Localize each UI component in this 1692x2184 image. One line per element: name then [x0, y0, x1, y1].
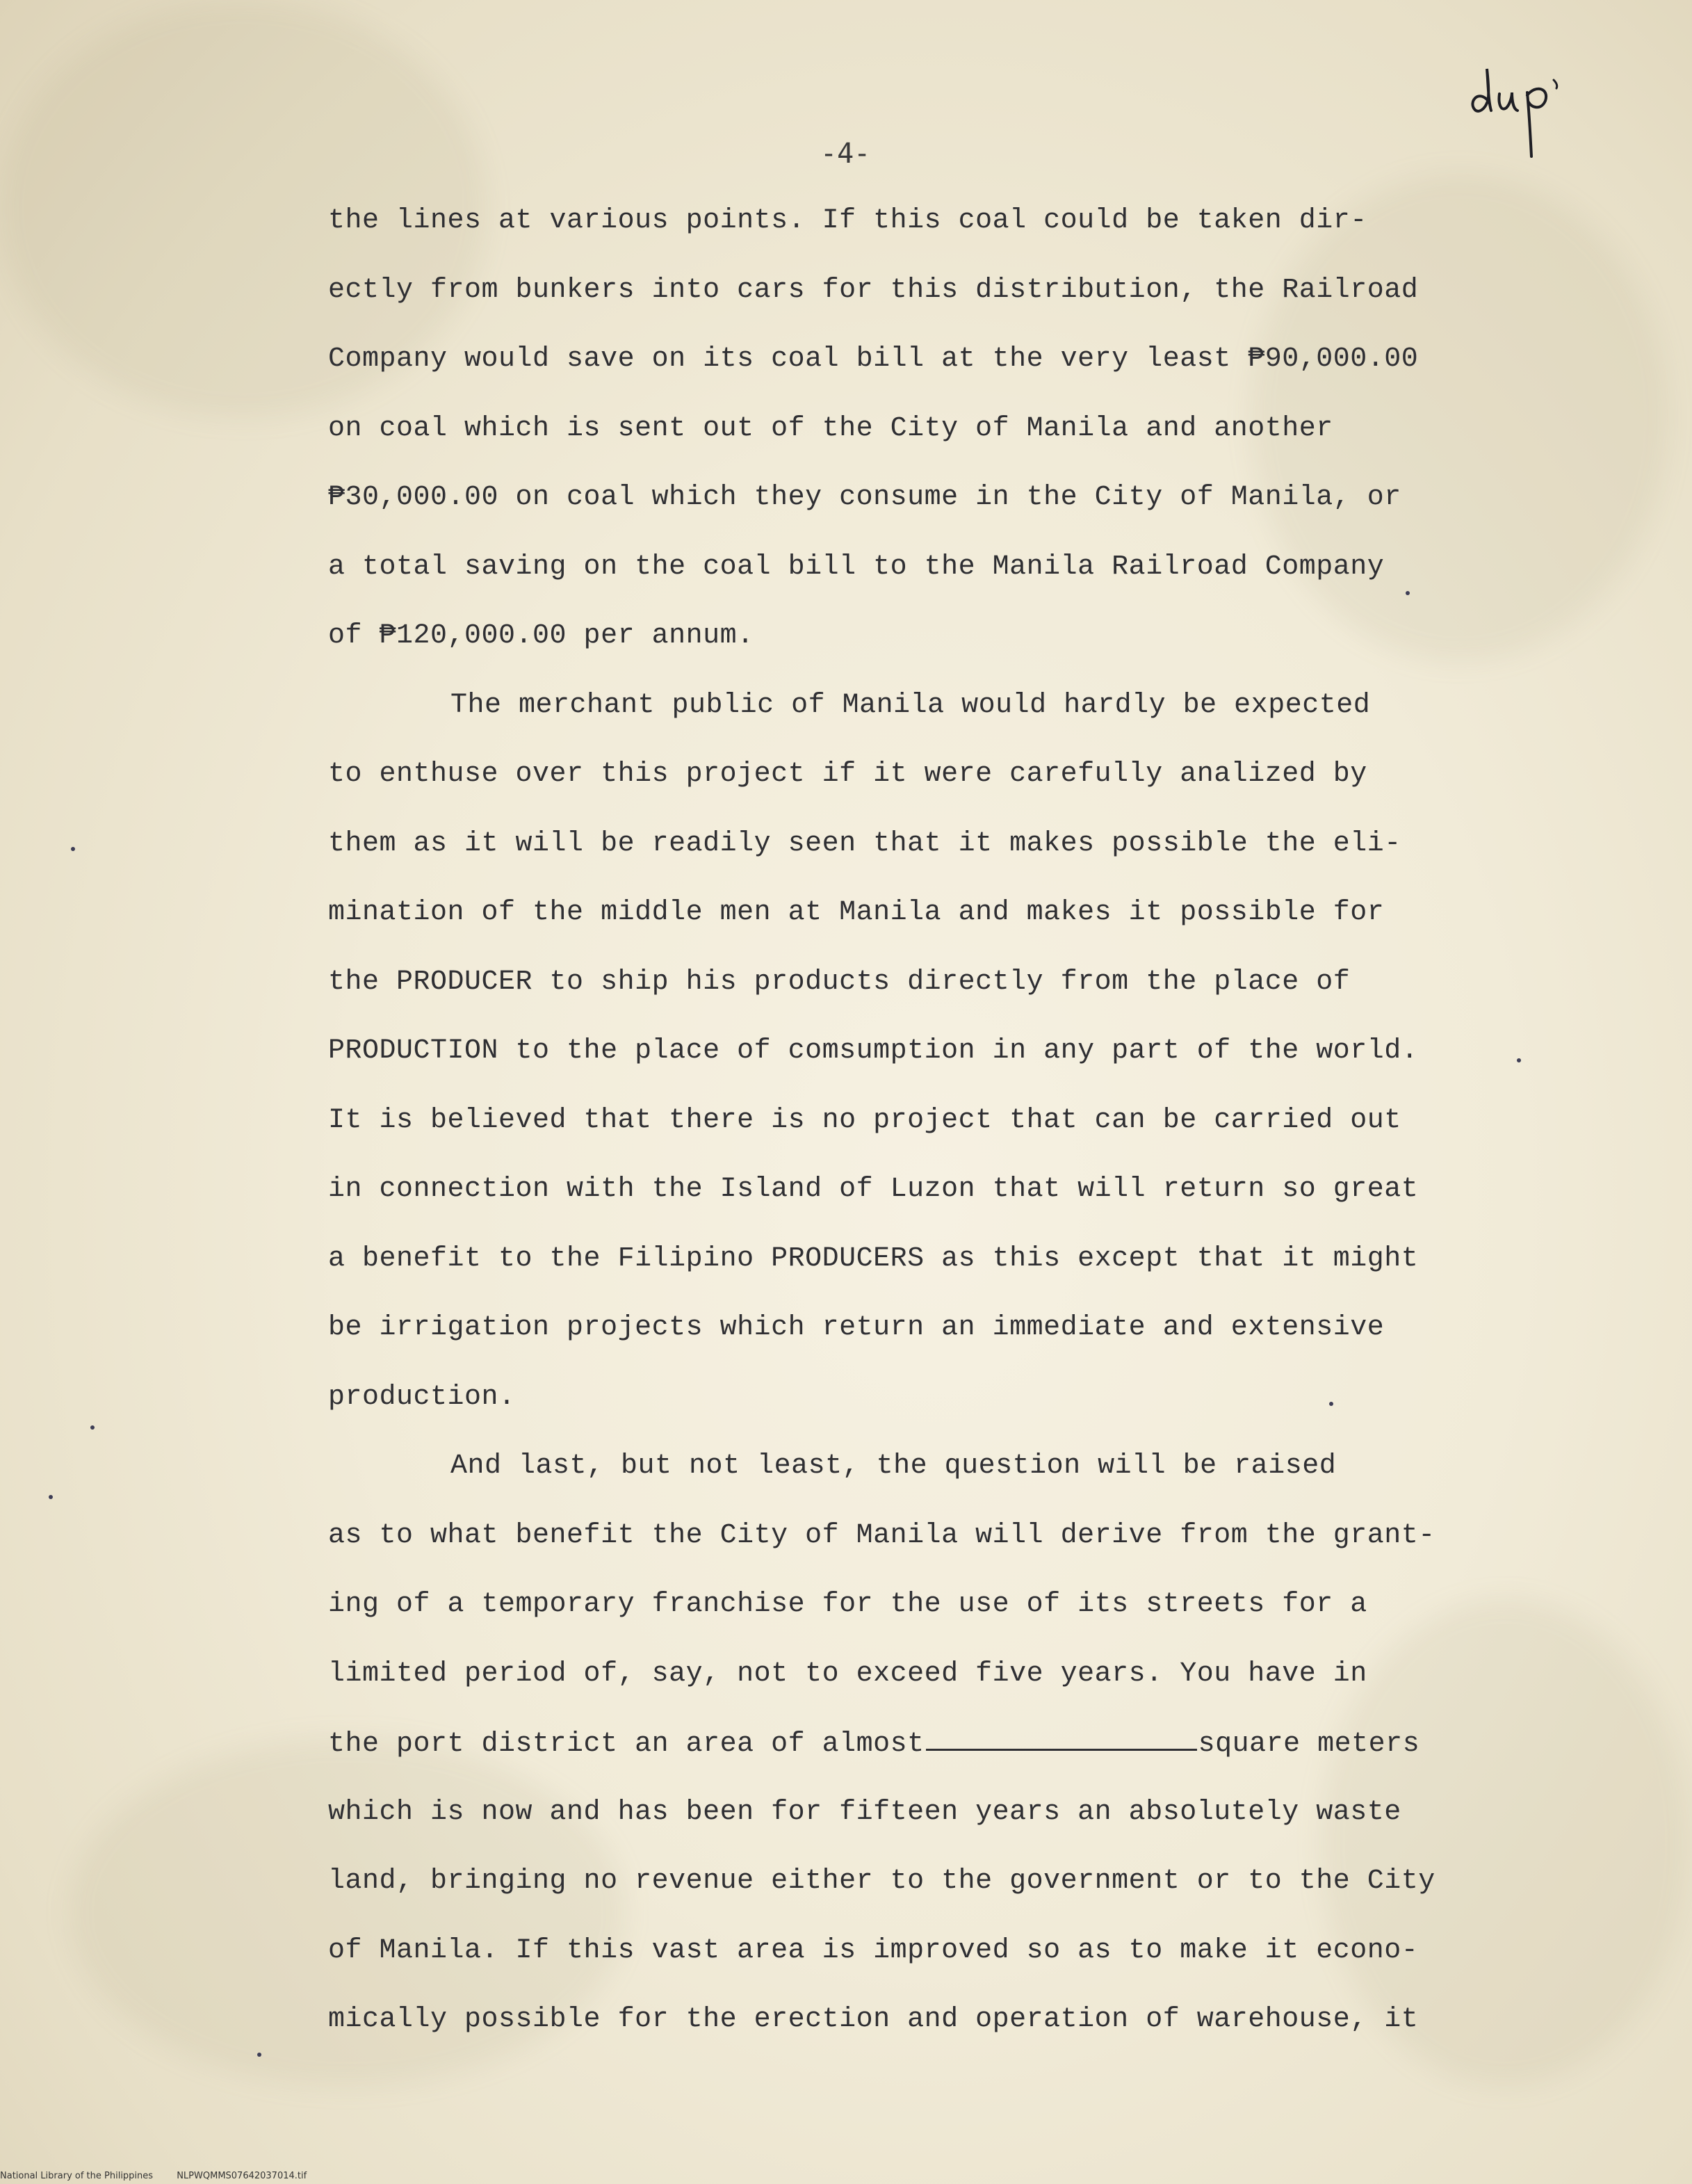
text-line-paragraph-start: And last, but not least, the question will be raised [450, 1450, 1337, 1482]
paper-speck [1406, 591, 1410, 595]
text-after-blank: square meters [1198, 1729, 1420, 1760]
text-line: of ₱120,000.00 per annum. [328, 620, 754, 652]
text-line: ectly from bunkers into cars for this distribution, the Railroad [328, 274, 1419, 306]
page-number: -4- [820, 138, 871, 170]
text-line: Company would save on its coal bill at the very least ₱90,000.00 [328, 343, 1419, 375]
text-line: a total saving on the coal bill to the Manila Railroad Company [328, 551, 1385, 583]
text-line-with-blank [328, 1722, 1503, 1792]
text-line: land, bringing no revenue either to the government or to the City [328, 1866, 1435, 1897]
text-line: ing of a temporary franchise for the use of its streets for a [328, 1589, 1367, 1620]
fill-in-blank [926, 1722, 1197, 1751]
library-credit: National Library of the Philippines [0, 2171, 154, 2181]
handwritten-dup-note [1463, 59, 1581, 163]
text-line: which is now and has been for fifteen years an absolutely waste [328, 1796, 1401, 1828]
paper-speck [257, 2053, 261, 2057]
text-line: mination of the middle men at Manila and makes it possible for [328, 897, 1385, 928]
text-line: ₱30,000.00 on coal which they consume in the City of Manila, or [328, 482, 1401, 513]
text-line: the PRODUCER to ship his products directly from the place of [328, 966, 1351, 998]
text-line-paragraph-start: The merchant public of Manila would hardly be expected [450, 689, 1371, 721]
paper-speck [1517, 1058, 1521, 1062]
paper-speck [90, 1425, 95, 1430]
text-line: the lines at various points. If this coal could be taken dir- [328, 205, 1367, 236]
text-line: them as it will be readily seen that it makes possible the eli- [328, 827, 1401, 859]
text-line: limited period of, say, not to exceed five years. You have in [328, 1658, 1367, 1690]
text-line: be irrigation projects which return an immediate and extensive [328, 1312, 1385, 1343]
text-line: to enthuse over this project if it were carefully analized by [328, 759, 1367, 790]
paper-speck [49, 1495, 53, 1499]
text-line: as to what benefit the City of Manila will derive from the grant- [328, 1519, 1435, 1551]
paper-speck [1329, 1402, 1333, 1406]
text-line: of Manila. If this vast area is improved so as to make it econo- [328, 1934, 1419, 1966]
body-text [328, 200, 1503, 2069]
text-line: mically possible for the erection and operation of warehouse, it [328, 2004, 1419, 2035]
text-line: a benefit to the Filipino PRODUCERS as this except that it might [328, 1243, 1419, 1275]
file-id: NLPWQMMS07642037014.tif [177, 2171, 307, 2181]
text-line: in connection with the Island of Luzon that will return so great [328, 1174, 1419, 1205]
paper-speck [71, 847, 75, 851]
text-line: on coal which is sent out of the City of Manila and another [328, 412, 1333, 444]
scan-footer [0, 2171, 327, 2181]
text-line: PRODUCTION to the place of comsumption in any part of the world. [328, 1035, 1419, 1067]
text-before-blank: the port district an area of almost [328, 1729, 925, 1760]
text-line: It is believed that there is no project that can be carried out [328, 1104, 1401, 1136]
text-line: production. [328, 1381, 516, 1413]
